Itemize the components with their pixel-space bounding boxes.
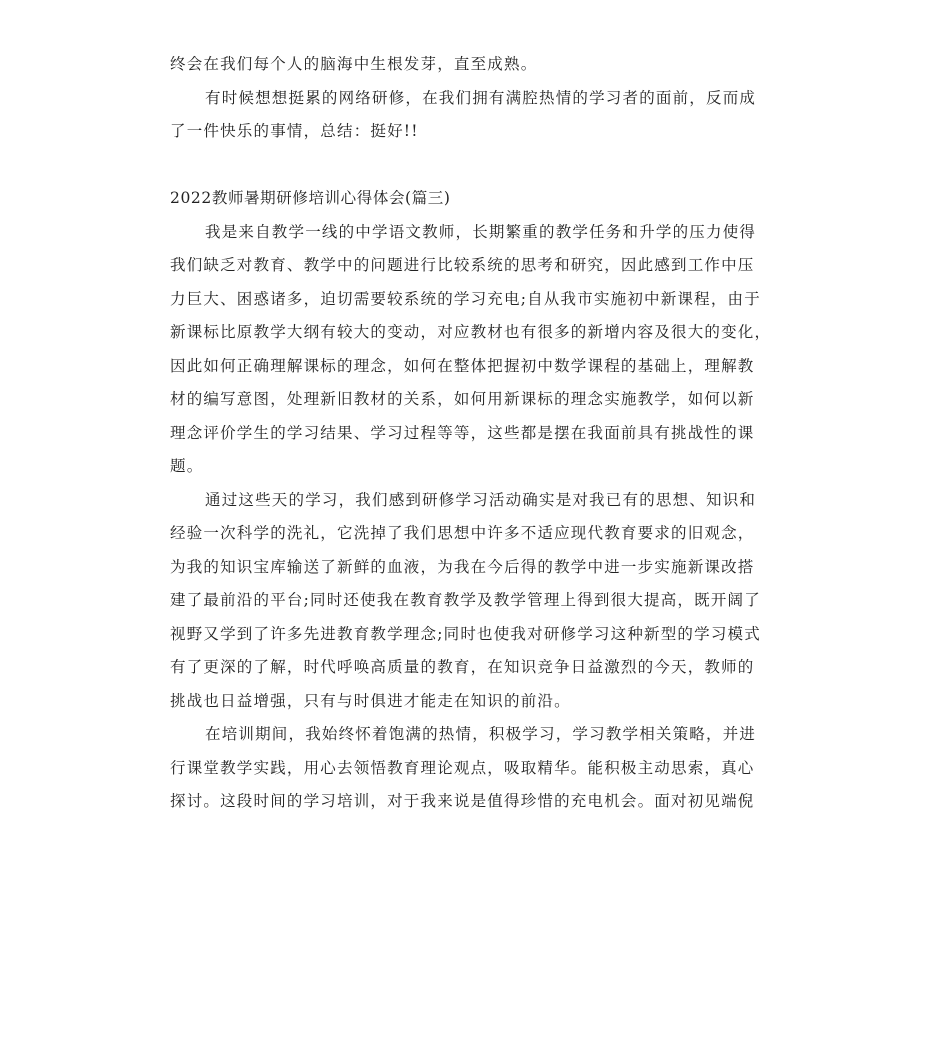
- text-line: 了一件快乐的事情，总结：挺好!!: [170, 122, 419, 140]
- text-line: 在培训期间，我始终怀着饱满的热情，积极学习，学习教学相关策略，并进: [205, 725, 757, 743]
- document-body: [170, 48, 782, 819]
- text-line: 理念评价学生的学习结果、学习过程等等，这些都是摆在我面前具有挑战性的课: [170, 423, 755, 442]
- text-line: 有了更深的了解，时代呼唤高质量的教育，在知识竞争日益激烈的今天，教师的: [170, 658, 755, 676]
- text-line: 挑战也日益增强，只有与时俱进才能走在知识的前沿。: [170, 691, 571, 710]
- text-line: 材的编写意图，处理新旧教材的关系，如何用新课标的理念实施教学，如何以新: [170, 390, 755, 408]
- section-title: 2022教师暑期研修培训心得体会(篇三): [170, 189, 451, 207]
- text-line: 终会在我们每个人的脑海中生根发芽，直至成熟。: [170, 55, 538, 73]
- text-line: 行课堂教学实践，用心去领悟教育理论观点，吸取精华。能积极主动思索，真心: [170, 758, 755, 777]
- text-line: 我们缺乏对教育、教学中的问题进行比较系统的思考和研究，因此感到工作中压: [170, 256, 755, 274]
- text-line: 我是来自教学一线的中学语文教师，长期繁重的教学任务和升学的压力使得: [205, 222, 757, 241]
- text-line: 为我的知识宝库输送了新鲜的血液，为我在今后得的教学中进一步实施新课改搭: [170, 557, 755, 576]
- paragraph-1: [170, 216, 782, 484]
- text-line: 题。: [170, 457, 204, 475]
- text-line: 建了最前沿的平台;同时还使我在教育教学及教学管理上得到很大提高，既开阔了: [170, 591, 761, 609]
- text-line: 探讨。这段时间的学习培训，对于我来说是值得珍惜的充电机会。面对初见端倪: [170, 792, 755, 810]
- text-line: 因此如何正确理解课标的理念，如何在整体把握初中数学课程的基础上，理解教: [170, 356, 755, 375]
- paragraph-continuation: [170, 48, 782, 82]
- paragraph-2: [170, 484, 782, 719]
- paragraph-3: [170, 718, 782, 819]
- text-line: 视野又学到了许多先进教育教学理念;同时也使我对研修学习这种新型的学习模式: [170, 624, 761, 643]
- section-heading: [170, 182, 782, 216]
- text-line: 通过这些天的学习，我们感到研修学习活动确实是对我已有的思想、知识和: [205, 490, 757, 509]
- text-line: 新课标比原教学大纲有较大的变动，对应教材也有很多的新增内容及很大的变化，: [170, 323, 772, 341]
- text-line: 力巨大、困惑诸多，迫切需要较系统的学习充电;自从我市实施初中新课程，由于: [170, 289, 761, 308]
- text-line: 有时候想想挺累的网络研修，在我们拥有满腔热情的学习者的面前，反而成: [205, 88, 757, 107]
- text-line: 经验一次科学的洗礼，它洗掉了我们思想中许多不适应现代教育要求的旧观念，: [170, 524, 755, 542]
- paragraph-summary: [170, 82, 782, 149]
- paragraph-gap: [170, 149, 782, 183]
